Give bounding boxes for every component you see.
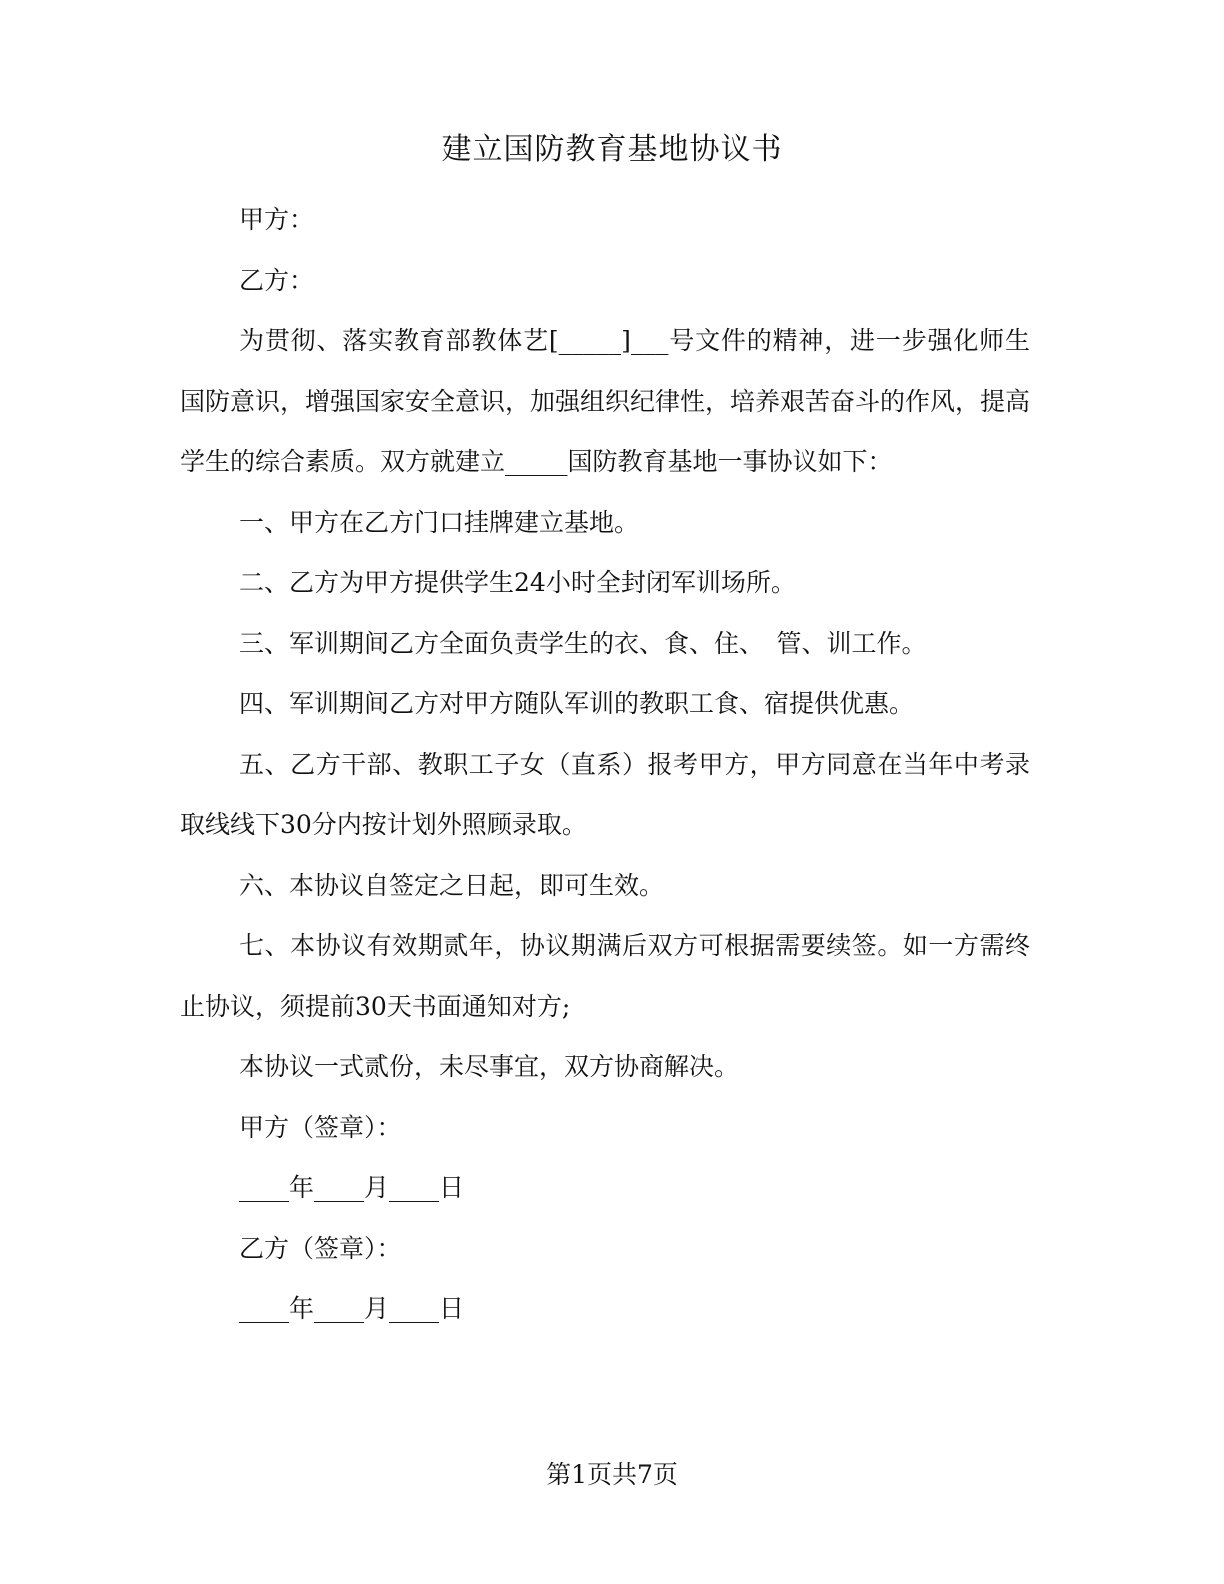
clause-5: 五、乙方干部、教职工子女（直系）报考甲方，甲方同意在当年中考录取线线下30分内按计划外照顾录取。 [180,749,1030,839]
clause-6: 六、本协议自签定之日起，即可生效。 [239,870,665,900]
clause-4: 四、军训期间乙方对甲方随队军训的教职工食、宿提供优惠。 [239,689,915,718]
preamble-paragraph: 为贯彻、落实教育部教体艺[_____]___号文件的精神，进一步强化师生国防意识，增强国家安全意识，加强组织纪律性，培养艰苦奋斗的作风，提高学生的综合素质。双方就建立_____国防教育基地一事协议如下： [180,326,1031,476]
signature-party-b: 乙方（签章）： [239,1233,402,1263]
signature-party-a: 甲方（签章）： [239,1112,402,1142]
document-body [180,190,1030,1340]
party-b-line: 乙方： [239,265,315,295]
clause-1: 一、甲方在乙方门口挂牌建立基地。 [239,507,640,537]
clause-2: 二、乙方为甲方提供学生24小时全封闭军训场所。 [239,568,796,597]
party-a-line: 甲方： [239,205,315,234]
closing-paragraph: 本协议一式贰份，未尽事宜，双方协商解决。 [239,1052,740,1081]
document-title: 建立国防教育基地协议书 [441,132,783,167]
date-line-party-b: ____年____月____日 [239,1294,465,1323]
page-number-footer: 第1页共7页 [546,1460,678,1489]
clause-3: 三、军训期间乙方全面负责学生的衣、食、住、 管、训工作。 [239,628,927,658]
clause-7: 七、本协议有效期贰年，协议期满后双方可根据需要续签。如一方需终止协议，须提前30天书面通知对方; [180,931,1030,1021]
date-line-party-a: ____年____月____日 [239,1173,465,1202]
